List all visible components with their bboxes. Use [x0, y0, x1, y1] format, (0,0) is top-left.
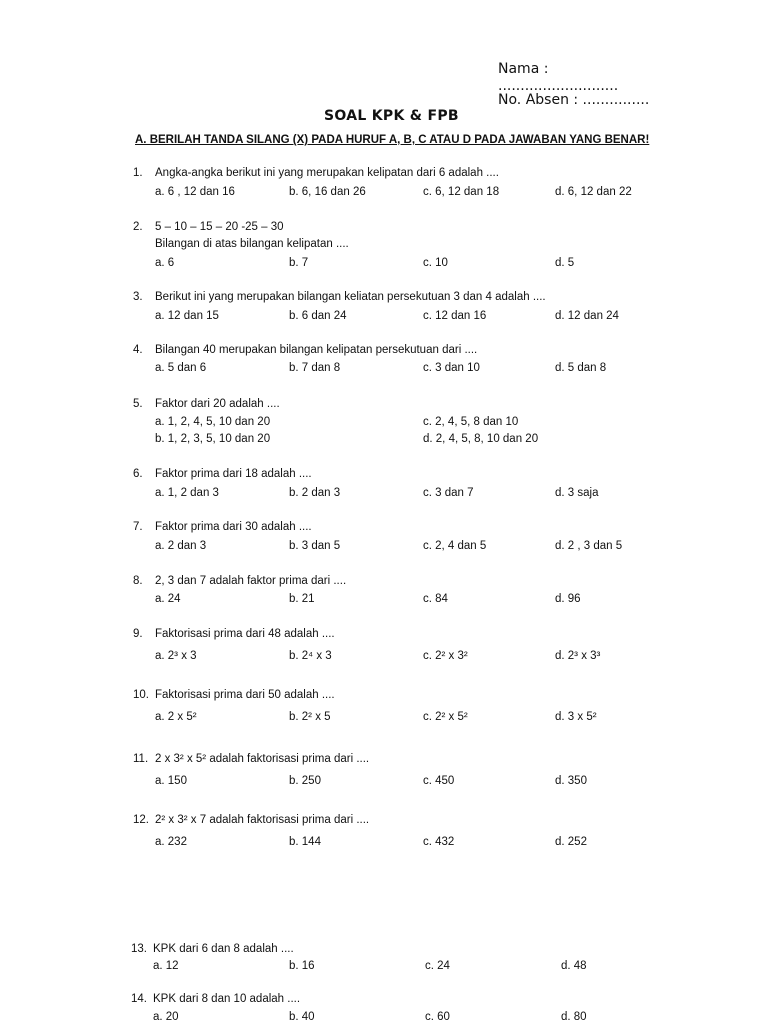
option-a: a. 2³ x 3 — [155, 650, 197, 662]
question-number: 7. — [133, 521, 143, 533]
option-d: d. 2 , 3 dan 5 — [555, 540, 623, 552]
option-a: a. 6 , 12 dan 16 — [155, 186, 235, 198]
question-number: 11. — [133, 753, 149, 765]
question-text: KPK dari 6 dan 8 adalah .... — [153, 943, 294, 955]
option-b: b. 6, 16 dan 26 — [289, 186, 366, 198]
question-number: 12. — [133, 814, 149, 826]
option-b: b. 1, 2, 3, 5, 10 dan 20 — [155, 433, 271, 445]
question-number: 1. — [133, 167, 143, 179]
question-sequence: 5 – 10 – 15 – 20 -25 – 30 — [155, 221, 284, 233]
option-a: a. 20 — [153, 1011, 179, 1023]
option-d: d. 2, 4, 5, 8, 10 dan 20 — [423, 433, 539, 445]
option-a: a. 1, 2, 4, 5, 10 dan 20 — [155, 416, 271, 428]
option-d: d. 2³ x 3³ — [555, 650, 601, 662]
option-b: b. 3 dan 5 — [289, 540, 341, 552]
option-b: b. 6 dan 24 — [289, 310, 347, 322]
question-text: Faktorisasi prima dari 50 adalah .... — [155, 689, 335, 701]
option-c: c. 84 — [423, 593, 448, 605]
option-d: d. 3 x 5² — [555, 711, 597, 723]
option-a: a. 2 x 5² — [155, 711, 197, 723]
question-text: KPK dari 8 dan 10 adalah .... — [153, 993, 301, 1005]
option-c: c. 12 dan 16 — [423, 310, 487, 322]
option-a: a. 6 — [155, 257, 175, 269]
option-c: c. 2² x 5² — [423, 711, 468, 723]
question-number: 5. — [133, 398, 143, 410]
page-title: SOAL KPK & FPB — [324, 108, 459, 124]
option-c: c. 24 — [425, 960, 450, 972]
option-a: a. 12 dan 15 — [155, 310, 219, 322]
nama-label: Nama : — [498, 61, 549, 77]
option-c: c. 2² x 3² — [423, 650, 468, 662]
option-a: a. 232 — [155, 836, 187, 848]
option-b: b. 144 — [289, 836, 321, 848]
nama-blank: ........................... — [498, 78, 619, 94]
option-c: c. 2, 4 dan 5 — [423, 540, 487, 552]
question-number: 13. — [131, 943, 147, 955]
option-d: d. 252 — [555, 836, 587, 848]
question-text: Faktorisasi prima dari 48 adalah .... — [155, 628, 335, 640]
option-c: c. 60 — [425, 1011, 450, 1023]
option-b: b. 40 — [289, 1011, 315, 1023]
option-c: c. 3 dan 7 — [423, 487, 474, 499]
question-number: 8. — [133, 575, 143, 587]
option-d: d. 48 — [561, 960, 587, 972]
option-a: a. 2 dan 3 — [155, 540, 207, 552]
option-d: d. 6, 12 dan 22 — [555, 186, 632, 198]
option-c: c. 6, 12 dan 18 — [423, 186, 500, 198]
option-a: a. 1, 2 dan 3 — [155, 487, 219, 499]
question-text: Faktor prima dari 30 adalah .... — [155, 521, 312, 533]
option-b: b. 16 — [289, 960, 315, 972]
option-a: a. 150 — [155, 775, 187, 787]
option-c: c. 10 — [423, 257, 448, 269]
option-d: d. 3 saja — [555, 487, 599, 499]
option-d: d. 96 — [555, 593, 581, 605]
option-d: d. 350 — [555, 775, 587, 787]
question-text: Berikut ini yang merupakan bilangan keliatan persekutuan 3 dan 4 adalah .... — [155, 291, 546, 303]
question-number: 10. — [133, 689, 149, 701]
question-number: 2. — [133, 221, 143, 233]
option-b: b. 7 dan 8 — [289, 362, 341, 374]
option-c: c. 2, 4, 5, 8 dan 10 — [423, 416, 519, 428]
instruction: A. BERILAH TANDA SILANG (X) PADA HURUF A, B, C ATAU D PADA JAWABAN YANG BENAR! — [135, 134, 650, 146]
question-number: 4. — [133, 344, 143, 356]
option-b: b. 250 — [289, 775, 321, 787]
question-text: Bilangan 40 merupakan bilangan kelipatan persekutuan dari .... — [155, 344, 478, 356]
option-d: d. 80 — [561, 1011, 587, 1023]
question-number: 14. — [131, 993, 147, 1005]
option-b: b. 2⁴ x 3 — [289, 650, 332, 662]
option-b: b. 2 dan 3 — [289, 487, 341, 499]
option-d: d. 12 dan 24 — [555, 310, 619, 322]
option-a: a. 12 — [153, 960, 179, 972]
option-c: c. 450 — [423, 775, 455, 787]
option-d: d. 5 dan 8 — [555, 362, 607, 374]
question-text: Faktor dari 20 adalah .... — [155, 398, 280, 410]
option-a: a. 5 dan 6 — [155, 362, 207, 374]
option-a: a. 24 — [155, 593, 181, 605]
option-b: b. 2² x 5 — [289, 711, 331, 723]
option-b: b. 21 — [289, 593, 315, 605]
question-number: 9. — [133, 628, 143, 640]
question-text: 2 x 3² x 5² adalah faktorisasi prima dari .... — [155, 753, 370, 765]
option-c: c. 432 — [423, 836, 455, 848]
absen-label: No. Absen : ............... — [498, 92, 650, 108]
question-number: 6. — [133, 468, 143, 480]
question-text: 2² x 3² x 7 adalah faktorisasi prima dari .... — [155, 814, 370, 826]
option-c: c. 3 dan 10 — [423, 362, 480, 374]
question-text: Angka-angka berikut ini yang merupakan kelipatan dari 6 adalah .... — [155, 167, 499, 179]
question-text: Faktor prima dari 18 adalah .... — [155, 468, 312, 480]
question-text: Bilangan di atas bilangan kelipatan .... — [155, 238, 349, 250]
option-d: d. 5 — [555, 257, 575, 269]
question-number: 3. — [133, 291, 143, 303]
question-text: 2, 3 dan 7 adalah faktor prima dari .... — [155, 575, 347, 587]
option-b: b. 7 — [289, 257, 309, 269]
